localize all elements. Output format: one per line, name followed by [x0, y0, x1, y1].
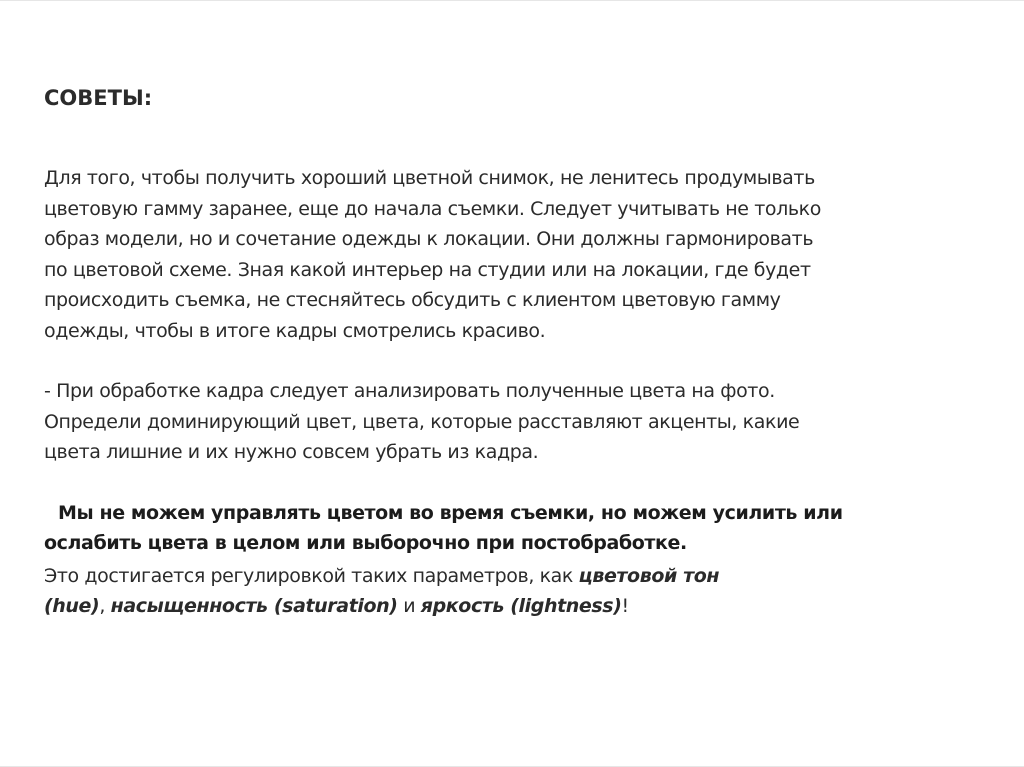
term-lightness: яркость (lightness): [420, 595, 622, 617]
term-saturation: насыщенность (saturation): [110, 595, 398, 617]
text-line: цвета лишние и их нужно совсем убрать из кадра.: [44, 441, 539, 463]
exclamation: !: [621, 595, 629, 617]
text-line: по цветовой схеме. Зная какой интерьер на студии или на локации, где будет: [44, 258, 811, 281]
separator-comma: ,: [99, 595, 111, 617]
term-hue-en: (hue): [44, 595, 100, 617]
tips-paragraph-2: [44, 376, 944, 468]
text-line: происходить съемка, не стесняйтесь обсудить с клиентом цветовую гамму: [44, 289, 781, 311]
tips-paragraph-1: [44, 163, 944, 346]
slide-content: [44, 85, 944, 622]
text-line: Для того, чтобы получить хороший цветной снимок, не ленитесь продумывать: [44, 167, 815, 189]
text-line: Определи доминирующий цвет, цвета, которые расставляют акценты, какие: [44, 410, 800, 433]
tips-paragraph-3-bold: [44, 498, 944, 559]
text-line: - При обработке кадра следует анализировать полученные цвета на фото.: [44, 380, 775, 402]
term-hue-ru: цветовой тон: [578, 564, 720, 587]
text-line: цветовую гамму заранее, еще до начала съемки. Следует учитывать не только: [44, 197, 821, 220]
slide-heading: СОВЕТЫ:: [44, 86, 153, 110]
text-line: образ модели, но и сочетание одежды к локации. Они должны гармонировать: [44, 228, 814, 250]
text-line: Мы не можем управлять цветом во время съемки, но можем усилить или: [58, 501, 843, 524]
tips-paragraph-4: [44, 561, 944, 622]
separator-and: и: [397, 595, 421, 617]
text-line: Это достигается регулировкой таких параметров, как: [44, 564, 579, 587]
text-line: ослабить цвета в целом или выборочно при постобработке.: [44, 532, 687, 554]
text-line: одежды, чтобы в итоге кадры смотрелись красиво.: [44, 319, 546, 342]
